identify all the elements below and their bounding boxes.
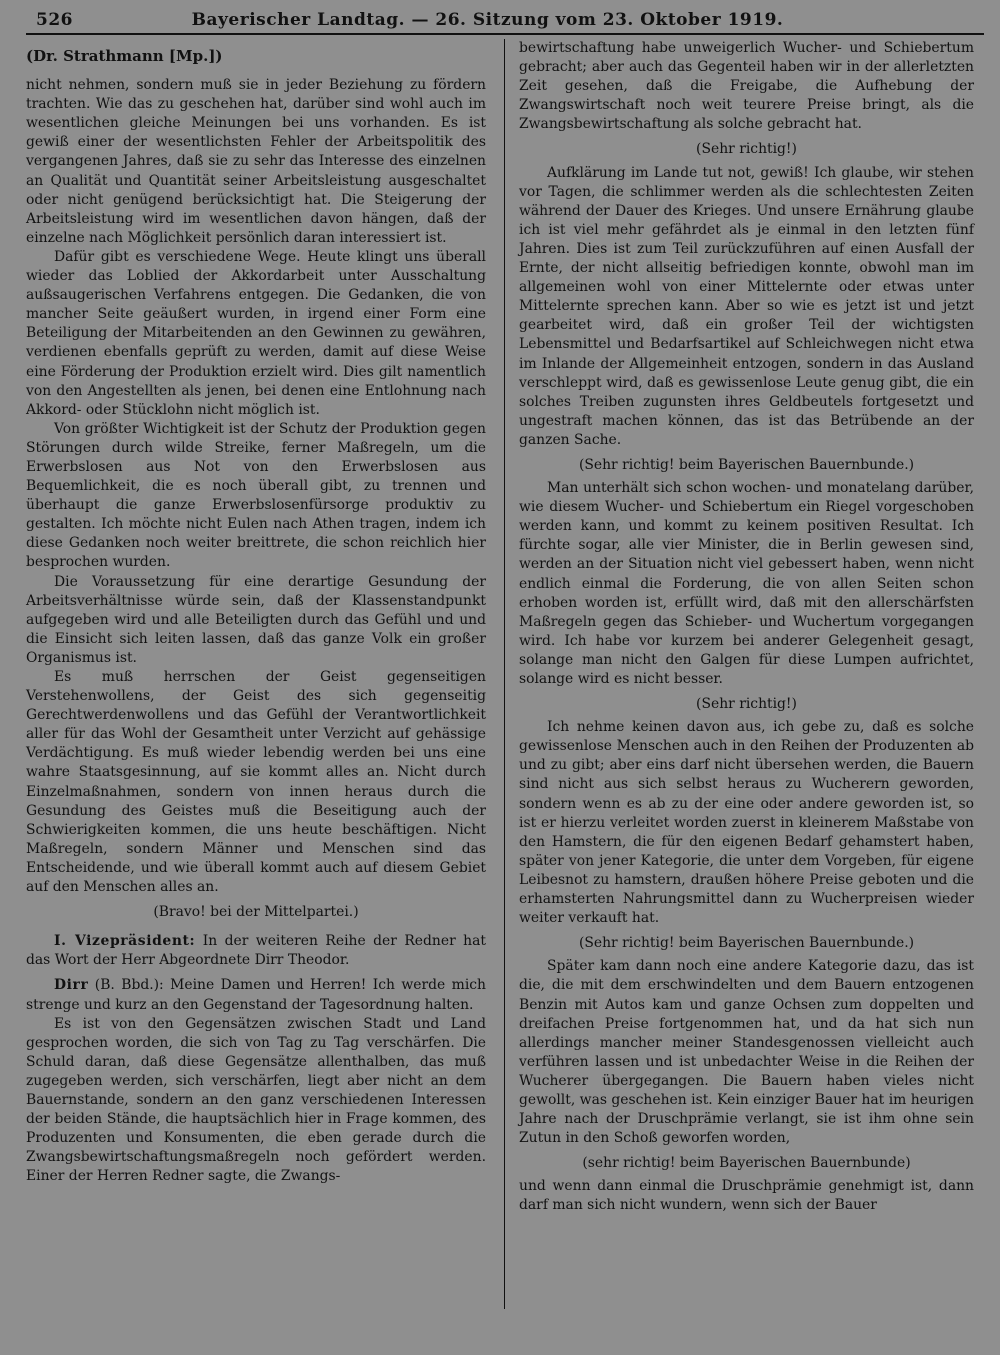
paragraph: Dafür gibt es verschiedene Wege. Heute klingt uns überall wieder das Loblied der Akkordarbeit unter Ausschaltung außsaugerischen Verfahrens entgegen. Die Gedanken, die von mancher Seite geäußert wurden, in irgend einer Form eine Beteiligung der Mitarbeitenden an den Gewinnen zu gewähren, verdienen ebenfalls geprüft zu werden, damit auf diese Weise eine Förderung der Produktion erzielt wird. Dies gilt namentlich von den Angestellten als jenen, bei denen eine Entlohnung nach Akkord- oder Stücklohn nicht möglich ist. bbox=[26, 248, 486, 418]
paragraph: und wenn dann einmal die Druschprämie genehmigt ist, dann darf man sich nicht wundern, wenn sich der Bauer bbox=[519, 1178, 974, 1214]
speaker-continuation: (Dr. Strathmann [Mp.]) bbox=[26, 47, 223, 65]
page-header bbox=[26, 10, 984, 35]
speaker-label: Dirr bbox=[54, 977, 89, 994]
paragraph: Die Voraussetzung für eine derartige Gesundung der Arbeitsverhältnisse würde sein, daß der Klassenstandpunkt aufgegeben wird und alle Beteiligten durch das Gefühl und und die Einsicht sich leiten lassen, daß das ganze Volk ein großer Organismus ist. bbox=[26, 573, 486, 666]
paragraph: Später kam dann noch eine andere Kategorie dazu, das ist die, die mit dem erschwindelten und dem Bauern entzogenen Benzin mit Autos kam und ganze Ochsen zum doppelten und dreifachen Preise fortgenommen hat, und da hat sich nun allerdings mancher meiner Standesgenossen vielleicht auch verführen lassen und ist unbedachter Weise in die Reihen der Wucherer übergegangen. Die Bauern haben vieles nicht gewollt, was geschehen ist. Kein einziger Bauer hat im heurigen Jahre nach der Druschprämie verlangt, sie ist ihm ohne sein Zutun in den Schoß geworfen worden, bbox=[519, 958, 974, 1147]
dirr-statement bbox=[26, 976, 486, 1014]
interjection: (sehr richtig! beim Bayerischen Bauernbunde) bbox=[582, 1155, 911, 1172]
page-number: 526 bbox=[36, 10, 73, 30]
running-title: Bayerischer Landtag. — 26. Sitzung vom 23. Oktober 1919. bbox=[191, 10, 784, 30]
interjection: (Sehr richtig! beim Bayerischen Bauernbunde.) bbox=[578, 935, 915, 952]
paragraph: Man unterhält sich schon wochen- und monatelang darüber, wie diesem Wucher- und Schiebertum ein Riegel vorgeschoben werden kann, und kommt zu keinem positiven Resultat. Ich fürchte sogar, alle vier Minister, die in Berlin gewesen sind, werden an der Situation nicht viel gebessert haben, wenn nicht endlich einmal die Forderung, die von allen Seiten schon erhoben worden ist, erfüllt wird, daß mit den allerschärfsten Maßregeln gegen das Schieber- und Wuchertum vorgegangen wird. Ich habe vor kurzem bei anderer Gelegenheit gesagt, solange man nicht den Galgen für diese Lumpen aufrichtet, solange wird es nicht besser. bbox=[519, 480, 974, 687]
party-label: (B. Bbd.): bbox=[94, 977, 164, 994]
paragraph: nicht nehmen, sondern muß sie in jeder Beziehung zu fördern trachten. Wie das zu geschehen hat, darüber sind wohl auch im wesentlichen gleiche Meinungen bei uns vorhanden. Es ist gewiß einer der wesentlichsten Fehler der Arbeitspolitik des vergangenen Jahres, daß sie zu sehr das Interesse des einzelnen an Qualität und Quantität seiner Arbeitsleistung ausgeschaltet oder nicht genügend berücksichtigt hat. Die Steigerung der Arbeitsleistung wird im wesentlichen davon hängen, daß der einzelne nach Möglichkeit persönlich daran interessiert ist. bbox=[26, 77, 486, 246]
left-column bbox=[26, 39, 504, 1309]
statement-text: Meine Damen und Herren! Ich werde mich strenge und kurz an den Gegenstand der Tagesordnung halten. bbox=[26, 977, 487, 1013]
paragraph: Ich nehme keinen davon aus, ich gebe zu, daß es solche gewissenlose Menschen auch in den Reihen der Produzenten ab und zu gibt; aber eins darf nicht übersehen werden, die Bauern sind nicht aus sich selbst heraus zu Wucherern geworden, sondern wenn es ab zu der eine oder andere geworden ist, so ist er hierzu verleitet worden zuerst in kleinerem Maßstabe von den Hamstern, die für den eigenen Bedarf gehamstert haben, später von jener Kategorie, die unter dem Vorgeben, für eigene Leibesnot zu hamstern, draußen höhere Preise geboten und die erhamsterten Nahrungsmittel dann zu Wucherpreisen wieder weiter verkauft hat. bbox=[519, 719, 974, 927]
statement-text: In der weiteren Reihe der Redner hat das Wort der Herr Abgeordnete Dirr Theodor. bbox=[26, 933, 486, 969]
right-column bbox=[505, 39, 974, 1309]
paragraph: Es muß herrschen der Geist gegenseitigen Verstehenwollens, der Geist des sich gegenseitig Gerechtwerdenwollens und das Gefühl der Verantwortlichkeit aller für das Wohl der Gesamtheit unter Verzicht auf gehässige Verdächtigung. Es muß wieder lebendig werden bei uns eine wahre Staatsgesinnung, auf sie kommt alles an. Nicht durch Einzelmaßnahmen, sondern von innen heraus durch die Gesundung des Geistes muß die Beseitigung auch der Schwierigkeiten kommen, die uns heute beschäftigen. Nicht Maßregeln, sondern Männer und Menschen sind das Entscheidende, und wie überall kommt auch auf diesem Gebiet auf den Menschen alles an. bbox=[26, 669, 486, 896]
paragraph: Von größter Wichtigkeit ist der Schutz der Produktion gegen Störungen durch wilde Streike, ferner Maßregeln, um die Erwerbslosen aus Not von den Erwerbslosen aus Bequemlichkeit, die es noch überall gibt, zu trennen und überhaupt die ganze Erwerbslosenfürsorge produktiv zu gestalten. Ich möchte nicht Eulen nach Athen tragen, indem ich diese Gedanken noch weiter breittrete, die schon reichlich hier besprochen wurden. bbox=[26, 420, 486, 571]
vice-president-statement bbox=[26, 932, 486, 970]
interjection: (Sehr richtig! beim Bayerischen Bauernbunde.) bbox=[578, 456, 915, 473]
paragraph: Aufklärung im Lande tut not, gewiß! Ich glaube, wir stehen vor Tagen, die schlimmer werden als die schlechtesten Zeiten während der Dauer des Krieges. Und unsere Ernährung glaube ich ist viel mehr gefährdet als je einmal in den letzten fünf Jahren. Dies ist zum Teil zurückzuführen auf einen Ausfall der Ernte, der nicht allseitig befriedigen konnte, obwohl man im allgemeinen wohl von einer Mittelernte oder etwas unter Mittelernte sprechen kann. Aber so wie es jetzt ist und jetzt gearbeitet wird, daß ein großer Teil der wichtigsten Lebensmittel und Bedarfsartikel auf Schleichwegen nicht etwa im Inlande der Allgemeinheit entzogen, sondern in das Ausland verschleppt wird, daß es gewissenlose Leute genug gibt, die ein solches Treiben zugunsten ihres Geldbeutels fortgesetzt und ungestraft machen können, das ist das Betrübende an der ganzen Sache. bbox=[519, 164, 974, 448]
interjection: (Sehr richtig!) bbox=[696, 696, 797, 713]
paragraph: Es ist von den Gegensätzen zwischen Stadt und Land gesprochen worden, die sich von Tag zu Tag verschärfen. Die Schuld daran, daß diese Gegensätze allenthalben, das muß zugegeben werden, sich verschärfen, liegt aber nicht an dem Bauernstande, sondern an den ganz verschiedenen Interessen der beiden Stände, die hauptsächlich hier in Frage kommen, des Produzenten und Konsumenten, die eben gerade durch die Zwangsbewirtschaftungsmaßregeln noch gefördert werden. Einer der Herren Redner sagte, die Zwangs- bbox=[26, 1015, 486, 1185]
text-columns bbox=[26, 39, 990, 1309]
speaker-label: I. Vizepräsident: bbox=[54, 933, 196, 950]
paragraph: bewirtschaftung habe unweigerlich Wucher- und Schiebertum gebracht; aber auch das Gegenteil haben wir in der allerletzten Zeit gesehen, daß die Freigabe, die Aufhebung der Zwangswirtschaft noch weit teurere Preise bringt, als die Zwangsbewirtschaftung als solche gebracht hat. bbox=[519, 40, 974, 133]
interjection: (Bravo! bei der Mittelpartei.) bbox=[153, 904, 359, 921]
interjection: (Sehr richtig!) bbox=[696, 141, 797, 158]
